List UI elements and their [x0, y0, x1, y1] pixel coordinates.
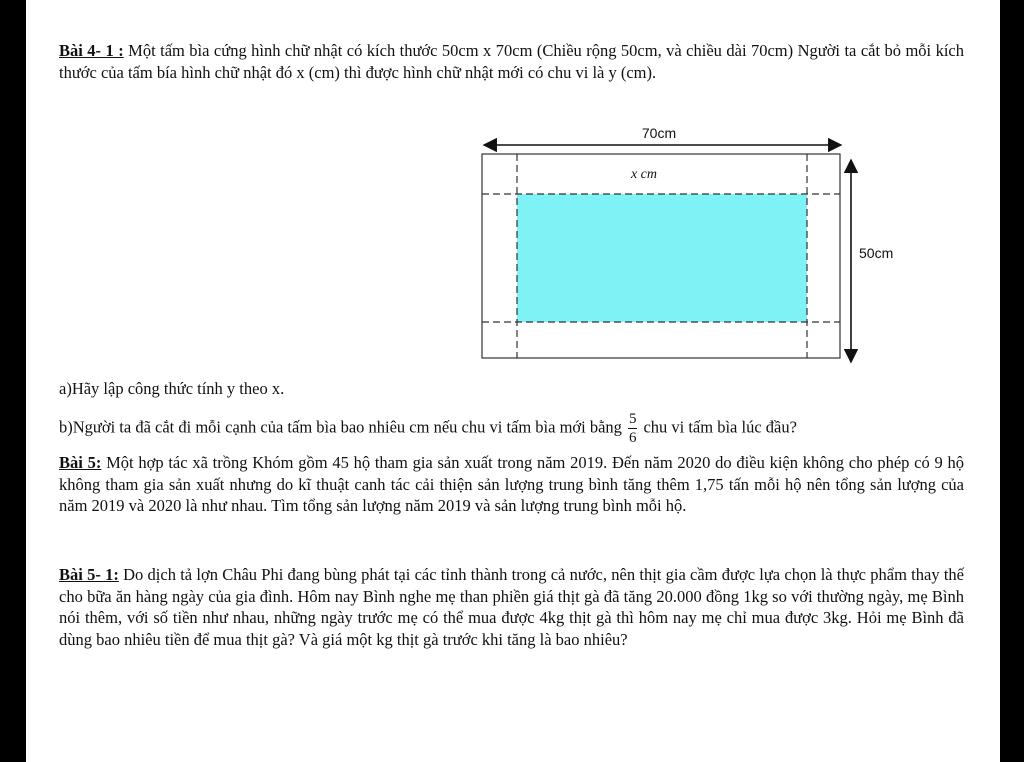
fraction-numerator: 5 [628, 411, 637, 427]
width-label: 50cm [859, 245, 894, 261]
fraction-5-6 [628, 410, 638, 447]
exercise-4-1 [59, 40, 964, 83]
x-label: x cm [630, 167, 658, 182]
exercise-5-text: Một hợp tác xã trồng Khóm gồm 45 hộ tham gia sản xuất trong năm 2019. Đến năm 2020 do điều kiện không cho phép có 9 hộ không tham gia sản xuất nhưng do kĩ thuật canh tác cải thiện sản lượng trung bình tăng thêm 1,75 tấn mỗi hộ nên tổng sản lượng của năm 2019 và 2020 là như nhau. Tìm tổng sản lượng năm 2019 và sản lượng trung bình mỗi hộ. [59, 453, 964, 515]
exercise-5 [59, 452, 964, 517]
length-label: 70cm [641, 125, 677, 141]
exercise-4-1-title: Bài 4- 1 : [59, 41, 124, 60]
document-page [26, 0, 1000, 762]
part-b-text-after: chu vi tấm bìa lúc đầu? [643, 417, 797, 437]
exercise-5-1-title: Bài 5- 1: [59, 565, 119, 584]
exercise-4-1-text: Một tấm bìa cứng hình chữ nhật có kích thước 50cm x 70cm (Chiều rộng 50cm, và chiều dài 70cm) Người ta cắt bỏ mỗi kích thước của tấm bía hình chữ nhật đó x (cm) thì được hình chữ nhật mới có chu vi là y (cm). [59, 41, 964, 82]
fraction-denominator: 6 [628, 430, 637, 446]
exercise-5-1-text: Do dịch tả lợn Châu Phi đang bùng phát tại các tỉnh thành trong cả nước, nên thịt gia cầm được lựa chọn là thực phẩm thay thế cho bữa ăn hàng ngày của gia đình. Hôm nay Bình nghe mẹ than phiền giá thịt gà đã tăng 20.000 đồng 1kg so với thường ngày, mẹ Bình nói thêm, với số tiền như nhau, những ngày trước mẹ có thể mua được 4kg thịt gà thì hôm nay mẹ chỉ mua được 3kg. Hỏi mẹ Bình đã dùng bao nhiêu tiền để mua thịt gà? Và giá một kg thịt gà trước khi tăng là bao nhiêu? [59, 565, 964, 649]
exercise-5-title: Bài 5: [59, 453, 102, 472]
part-a: a)Hãy lập công thức tính y theo x. [59, 379, 285, 398]
rectangle-diagram [26, 118, 1000, 368]
part-b [59, 410, 797, 447]
part-b-text-before: b)Người ta đã cắt đi mỗi cạnh của tấm bìa bao nhiêu cm nếu chu vi tấm bìa mới bằng [59, 417, 622, 437]
exercise-5-1 [59, 564, 964, 650]
new-rectangle [517, 194, 807, 322]
